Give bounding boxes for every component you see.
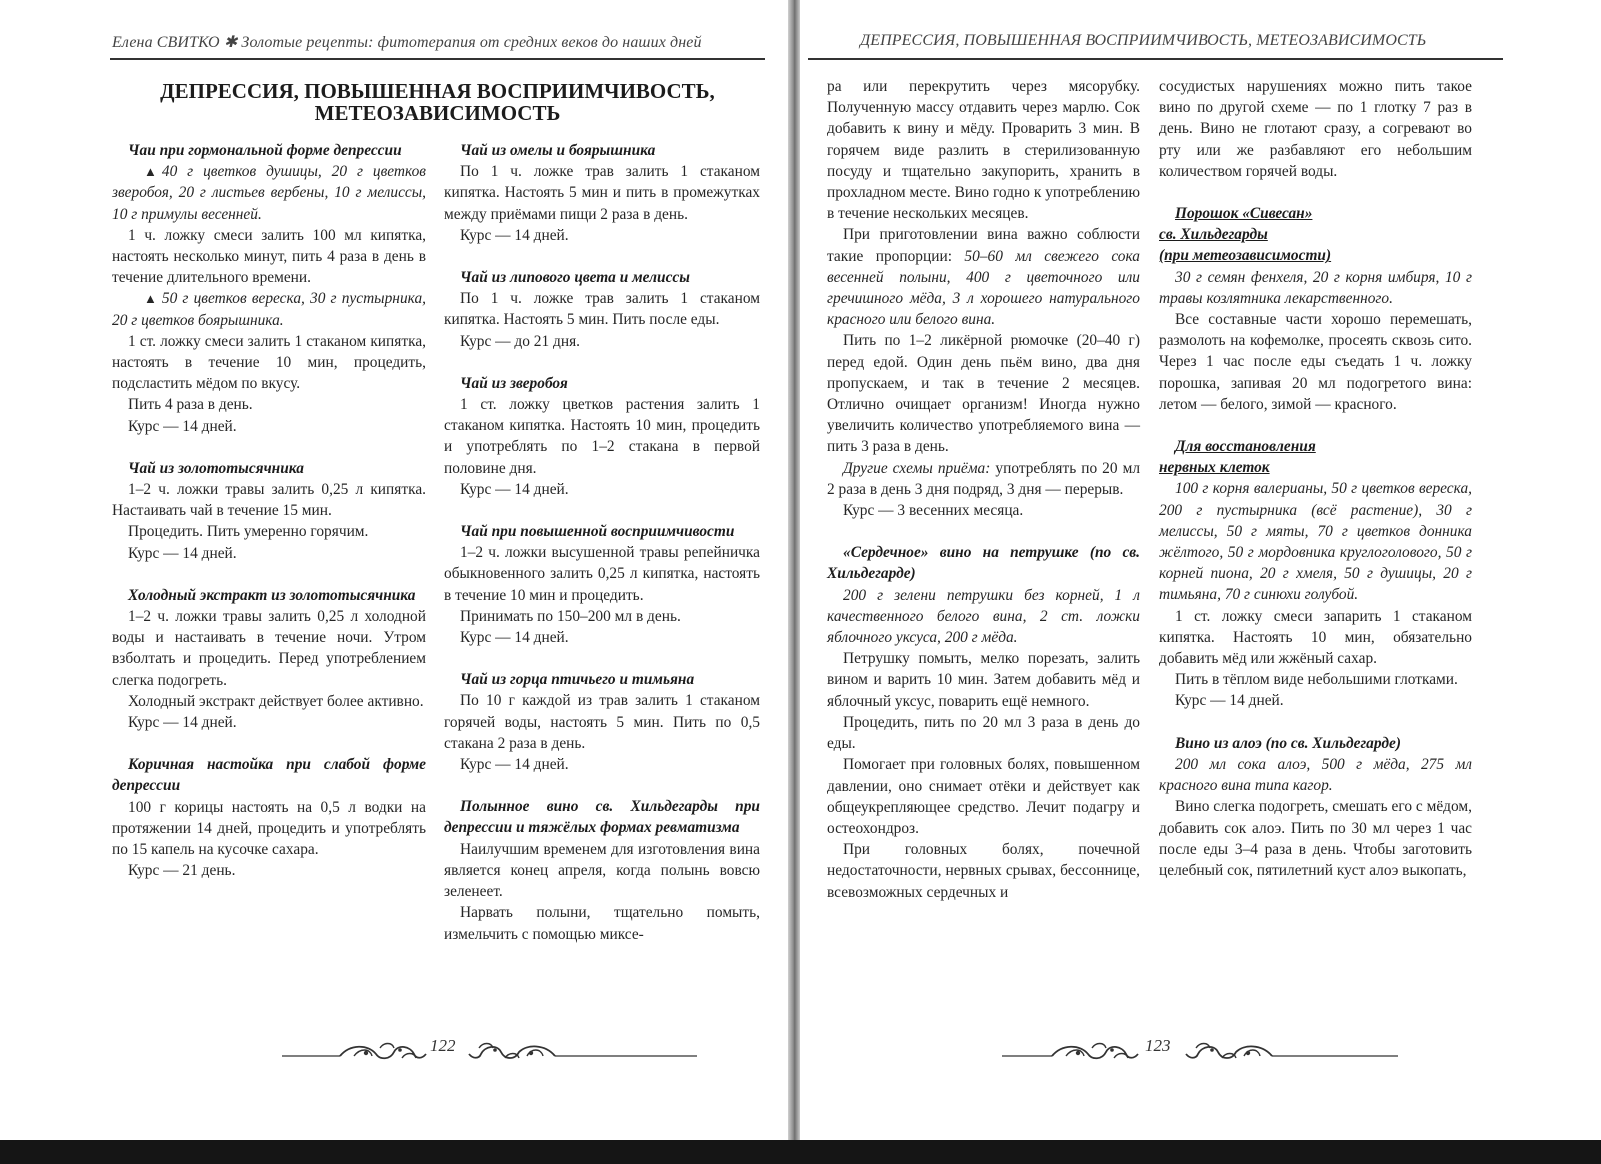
paragraph: Помогает при головных болях, повышенном давлении, оно снимает отёки и действует как общеукрепляющее средство. Лечит подагру и остеохондроз. — [827, 756, 1140, 837]
paragraph: 1 ч. ложку смеси залить 100 мл кипятка, настоять несколько минут, пить 4 раза в день в течение длительного времени. — [112, 226, 426, 287]
section-heading: Чай из омелы и боярышника — [460, 142, 656, 159]
course-line: Курс — 14 дней. — [128, 544, 237, 562]
header-rule-right — [808, 58, 1503, 60]
triangle-bullet-icon: ▲ — [144, 291, 157, 307]
section-heading: Чай из горца птичьего и тимьяна — [460, 671, 695, 689]
triangle-bullet-icon: ▲ — [144, 164, 157, 180]
section-heading: Для восстановления нервных клеток — [1159, 438, 1316, 477]
paragraph: Наилучшим временем для изготовления вина является конец апреля, когда полынь вовсю зеленеет. — [444, 840, 760, 901]
page-number: 122 — [430, 1036, 456, 1055]
paragraph: 100 г корицы настоять на 0,5 л водки на протяжении 14 дней, процедить и употреблять по 15 капель на кусочке сахара. — [112, 798, 426, 859]
course-line: Курс — 14 дней. — [460, 480, 569, 498]
paragraph: Пить 4 раза в день. — [128, 396, 253, 414]
header-rule-left — [110, 58, 765, 60]
paragraph: Пить по 1–2 ликёрной рюмочке (20–40 г) перед едой. Один день пьём вино, два дня пропускаем, и так в течение 2 месяцев. Отлично очищает организм! Иногда нужно увеличить количество употребляемого вина — пить 3 раза в день. — [827, 332, 1140, 456]
ingredients: ▲ 50 г цветков вереска, 30 г пустырника, 20 г цветков боярышника. — [112, 290, 426, 329]
course-line: Курс — до 21 дня. — [460, 332, 581, 350]
section-heading: Чаи при гормональной форме депрессии — [128, 142, 402, 159]
footer-folio-right — [1000, 1036, 1400, 1066]
paragraph: 1 ст. ложку смеси запарить 1 стаканом кипятка. Настоять 10 мин, обязательно добавить мёд или жжёный сахар. — [1159, 607, 1472, 668]
ingredients: 200 мл сока алоэ, 500 г мёда, 275 мл красного вина типа кагор. — [1159, 755, 1472, 795]
paragraph: 1 ст. ложку смеси залить 1 стаканом кипятка, настоять в течение 10 мин, процедить, подсластить мёдом по вкусу. — [112, 332, 426, 393]
section-heading: Чай при повышенной восприимчивости — [460, 523, 735, 541]
paragraph: Нарвать полыни, тщательно помыть, измельчить с помощью миксе- — [444, 904, 760, 943]
paragraph: 1–2 ч. ложки травы залить 0,25 л кипятка. Настаивать чай в течение 15 мин. — [112, 481, 426, 520]
flourish-ornament-icon — [1000, 1042, 1140, 1064]
paragraph: Процедить. Пить умеренно горячим. — [128, 523, 369, 541]
flourish-ornament-icon — [1182, 1042, 1400, 1064]
section-heading: Чай из липового цвета и мелиссы — [460, 269, 690, 287]
paragraph: Петрушку помыть, мелко порезать, залить вином и варить 10 мин. Затем добавить мёд и яблочный уксус, поварить ещё немного. — [827, 650, 1140, 710]
running-head-left: Елена СВИТКО ✱ Золотые рецепты: фитотерапия от средних веков до наших дней — [112, 34, 702, 51]
left-column-1 — [112, 140, 426, 882]
paragraph: Принимать по 150–200 мл в день. — [460, 607, 681, 625]
paragraph: Процедить, пить по 20 мл 3 раза в день до еды. — [827, 713, 1140, 753]
paragraph: По 1 ч. ложке трав залить 1 стаканом кипятка. Настоять 5 мин. Пить после еды. — [444, 290, 760, 329]
course-line: Курс — 14 дней. — [460, 756, 569, 774]
paragraph: Холодный экстракт действует более активно. — [128, 692, 424, 710]
course-line: Курс — 14 дней. — [128, 714, 237, 732]
running-head-right: ДЕПРЕССИЯ, ПОВЫШЕННАЯ ВОСПРИИМЧИВОСТЬ, МЕТЕОЗАВИСИМОСТЬ — [860, 32, 1427, 49]
paragraph: По 1 ч. ложке трав залить 1 стаканом кипятка. Настоять 5 мин и пить в промежутках между приёмами пищи 2 раза в день. — [444, 163, 760, 223]
section-heading: «Сердечное» вино на петрушке (по св. Хильдегарде) — [827, 544, 1140, 583]
ingredients: ▲ 40 г цветков душицы, 20 г цветков зверобоя, 20 г листьев вербены, 10 г мелиссы, 10 г примулы весенней. — [112, 163, 426, 223]
page-number: 123 — [1145, 1036, 1171, 1055]
left-page — [0, 0, 788, 1140]
book-gutter — [788, 0, 800, 1140]
course-line: Курс — 14 дней. — [128, 417, 237, 435]
section-heading: Холодный экстракт из золототысячника — [128, 586, 416, 604]
paragraph: Другие схемы приёма: употреблять по 20 мл 2 раза в день 3 дня подряд, 3 дня — перерыв. — [827, 459, 1140, 498]
ingredients: 30 г семян фенхеля, 20 г корня имбиря, 10 г травы козлятника лекарственного. — [1159, 268, 1472, 307]
chapter-title: ДЕПРЕССИЯ, ПОВЫШЕННАЯ ВОСПРИИМЧИВОСТЬ, МЕТЕОЗАВИСИМОСТЬ — [160, 79, 715, 125]
course-line: Курс — 14 дней. — [460, 629, 569, 647]
ingredients: 200 г зелени петрушки без корней, 1 л качественного белого вина, 2 ст. ложки яблочного уксуса, 200 г мёда. — [827, 586, 1140, 647]
flourish-ornament-icon — [465, 1042, 700, 1064]
right-column-2 — [1159, 76, 1472, 881]
section-heading: Порошок «Сивесан» св. Хильдегарды (при метеозависимости) — [1159, 205, 1332, 265]
scan-bottom-edge — [0, 1140, 1601, 1164]
paragraph: Все составные части хорошо перемешать, размолоть на кофемолке, просеять сквозь сито. Через 1 час после еды съедать 1 ч. ложку порошка, запивая 20 мл подогретого вина: летом — белого, зимой — красного. — [1159, 311, 1472, 413]
paragraph: ра или перекрутить через мясорубку. Полученную массу отдавить через марлю. Сок добавить к вину и мёду. Проварить 3 мин. В горячем виде разлить в стерилизованную посуду и тщательно закупорить, хранить в прохладном месте. Вино годно к употреблению в течение нескольких месяцев. — [827, 78, 1140, 223]
flourish-ornament-icon — [280, 1042, 430, 1064]
paragraph: При приготовлении вина важно соблюсти такие пропорции: 50–60 мл свежего сока весенней полыни, 400 г цветочного или гречишного мёда, 3 л хорошего натурального красного или белого вина. — [827, 226, 1140, 329]
paragraph: Пить в тёплом виде небольшими глотками. — [1175, 671, 1458, 689]
footer-folio-left — [280, 1036, 700, 1066]
ingredients: 100 г корня валерианы, 50 г цветков вереска, 200 г пустырника (всё растение), 30 г мелиссы, 50 г мяты, 70 г цветков донника жёлтого, 50 г мордовника круглоголового, 50 г корней пиона, 20 г хмеля, 50 г душицы, 20 г тимьяна, 70 г синюхи голубой. — [1159, 480, 1472, 604]
section-heading: Чай из золототысячника — [128, 459, 304, 477]
left-column-2 — [444, 140, 760, 945]
paragraph: 1 ст. ложку цветков растения залить 1 стаканом кипятка. Настоять 10 мин, процедить и употреблять по 1–2 стакана в первой половине дня. — [444, 396, 760, 477]
paragraph: 1–2 ч. ложки травы залить 0,25 л холодной воды и настаивать в течение ночи. Утром взболтать и процедить. Перед употреблением слегка подогреть. — [112, 608, 426, 689]
right-page — [800, 0, 1601, 1140]
paragraph: По 10 г каждой из трав залить 1 стаканом горячей воды, настоять 5 мин. Пить по 0,5 стакана 2 раза в день. — [444, 692, 760, 752]
paragraph: Вино слегка подогреть, смешать его с мёдом, добавить сок алоэ. Пить по 30 мл через 1 час после еды 3–4 раза в день. Чтобы заготовить целебный сок, пятилетний куст алоэ выкопать, — [1159, 798, 1472, 879]
paragraph: 1–2 ч. ложки высушенной травы репейничка обыкновенного залить 0,25 л кипятка, настоять в течение 10 мин и процедить. — [444, 544, 760, 604]
course-line: Курс — 14 дней. — [460, 226, 569, 244]
paragraph: сосудистых нарушениях можно пить такое вино по другой схеме — по 1 глотку 7 раз в день. Вино не глотают сразу, а согревают во рту или же разбавляют его небольшим количеством горячей воды. — [1159, 78, 1472, 180]
section-heading: Вино из алоэ (по св. Хильдегарде) — [1175, 734, 1401, 752]
right-column-1 — [827, 76, 1140, 903]
section-heading: Коричная настойка при слабой форме депрессии — [112, 756, 426, 795]
course-line: Курс — 14 дней. — [1175, 692, 1284, 710]
paragraph: При головных болях, почечной недостаточности, нервных срывах, бессоннице, всевозможных сердечных и — [827, 841, 1140, 901]
section-heading: Полынное вино св. Хильдегарды при депрессии и тяжёлых формах ревматизма — [444, 798, 760, 837]
course-line: Курс — 3 весенних месяца. — [843, 502, 1024, 520]
section-heading: Чай из зверобоя — [460, 374, 568, 392]
course-line: Курс — 21 день. — [128, 862, 236, 880]
